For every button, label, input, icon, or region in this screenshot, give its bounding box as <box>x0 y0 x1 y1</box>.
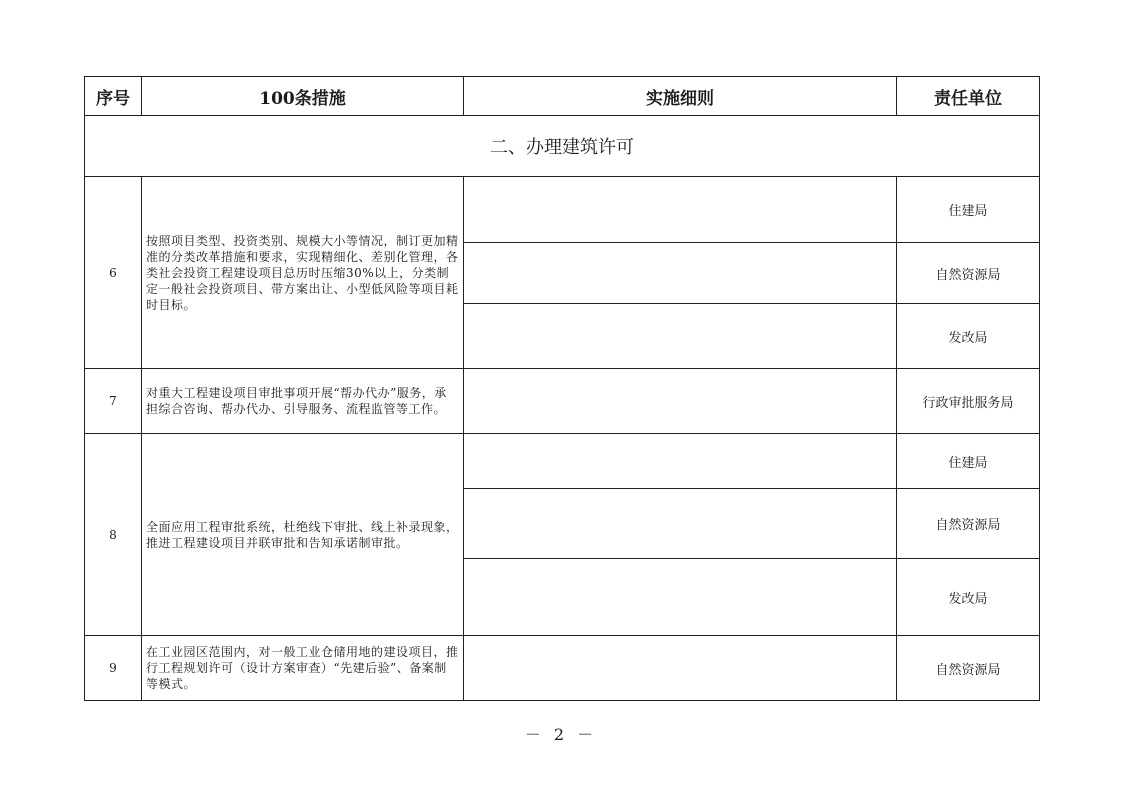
responsible-unit: 发改局 <box>897 304 1040 369</box>
responsible-unit: 自然资源局 <box>897 489 1040 559</box>
row-number: 7 <box>85 369 142 434</box>
responsible-unit: 住建局 <box>897 434 1040 489</box>
section-row <box>85 116 1040 177</box>
measures-table <box>84 76 1040 701</box>
detail-cell <box>464 559 897 636</box>
row-number: 8 <box>85 434 142 636</box>
detail-cell <box>464 369 897 434</box>
header-serial-number: 序号 <box>85 77 142 116</box>
detail-cell <box>464 304 897 369</box>
table-row <box>85 636 1040 701</box>
header-measures: 100条措施 <box>142 77 464 116</box>
table-header-row <box>85 77 1040 116</box>
measure-text: 按照项目类型、投资类别、规模大小等情况，制订更加精准的分类改革措施和要求，实现精细化、差别化管理，各类社会投资工程建设项目总历时压缩30%以上，分类制定一般社会投资项目、带方案出让、小型低风险等项目耗时目标。 <box>142 177 464 369</box>
table-row <box>85 434 1040 489</box>
measure-text: 对重大工程建设项目审批事项开展“帮办代办”服务，承担综合咨询、帮办代办、引导服务、流程监管等工作。 <box>142 369 464 434</box>
header-responsible-unit: 责任单位 <box>897 77 1040 116</box>
table-row <box>85 177 1040 243</box>
responsible-unit: 行政审批服务局 <box>897 369 1040 434</box>
table-row <box>85 369 1040 434</box>
responsible-unit: 自然资源局 <box>897 636 1040 701</box>
responsible-unit: 发改局 <box>897 559 1040 636</box>
row-number: 9 <box>85 636 142 701</box>
detail-cell <box>464 636 897 701</box>
measure-text: 在工业园区范围内，对一般工业仓储用地的建设项目，推行工程规划许可（设计方案审查）“先建后验”、备案制等模式。 <box>142 636 464 701</box>
page-number: － 2 － <box>524 725 598 744</box>
responsible-unit: 自然资源局 <box>897 243 1040 304</box>
row-number: 6 <box>85 177 142 369</box>
detail-cell <box>464 489 897 559</box>
measure-text: 全面应用工程审批系统，杜绝线下审批、线上补录现象，推进工程建设项目并联审批和告知承诺制审批。 <box>142 434 464 636</box>
header-implementation-details: 实施细则 <box>464 77 897 116</box>
responsible-unit: 住建局 <box>897 177 1040 243</box>
section-title: 二、办理建筑许可 <box>85 116 1040 177</box>
detail-cell <box>464 177 897 243</box>
detail-cell <box>464 243 897 304</box>
detail-cell <box>464 434 897 489</box>
